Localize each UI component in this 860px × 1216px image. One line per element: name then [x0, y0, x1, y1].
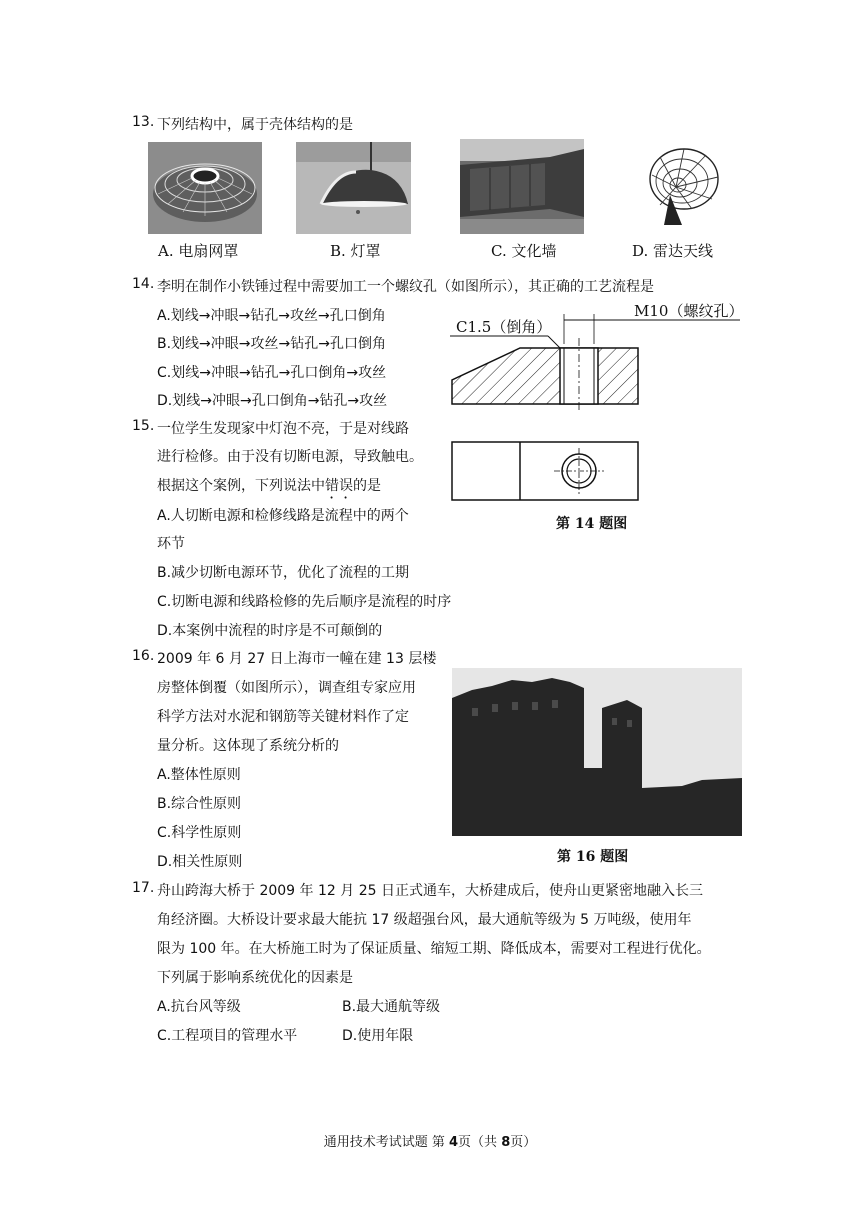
culture-wall-illustration: [460, 139, 584, 234]
q16-option-a: A.整体性原则: [157, 767, 241, 783]
q15-stem-line-3-pre: 根据这个案例，下列说法中: [157, 478, 325, 494]
q17-option-a: A.抗台风等级: [157, 999, 241, 1015]
q13-number: 13.: [132, 114, 155, 130]
q14-stem: 李明在制作小铁锤过程中需要加工一个螺纹孔（如图所示），其正确的工艺流程是: [157, 279, 654, 295]
q14-number: 14.: [132, 276, 155, 292]
q16-stem-line-4: 量分析。这体现了系统分析的: [157, 738, 339, 754]
q13-image-culture-wall: [460, 139, 584, 234]
lamp-shade-illustration: [296, 142, 411, 234]
q16-stem-line-2: 房整体倒覆（如图所示），调查组专家应用: [157, 680, 416, 696]
q14-option-a: A.划线→冲眼→钻孔→攻丝→孔口倒角: [157, 308, 386, 324]
q16-stem-line-3: 科学方法对水泥和钢筋等关键材料作了定: [157, 709, 409, 725]
q14-top-view: [452, 442, 638, 500]
footer-total-pages: 8: [501, 1135, 511, 1150]
q15-stem-line-1: 一位学生发现家中灯泡不亮，于是对线路: [157, 421, 409, 437]
q16-option-b: B.综合性原则: [157, 796, 242, 812]
q13-option-b: B. 灯罩: [330, 242, 381, 260]
q17-option-d: D.使用年限: [342, 1028, 414, 1044]
q14-option-d: D.划线→冲眼→孔口倒角→钻孔→攻丝: [157, 393, 388, 409]
q15-stem-line-2: 进行检修。由于没有切断电源，导致触电。: [157, 449, 423, 465]
q13-image-lamp-shade: [296, 142, 411, 234]
q14-thread-label: M10（螺纹孔）: [634, 302, 744, 320]
q16-option-d: D.相关性原则: [157, 854, 243, 870]
q14-figure-caption: 第 14 题图: [556, 516, 628, 532]
q17-stem-line-1: 舟山跨海大桥于 2009 年 12 月 25 日正式通车，大桥建成后，使舟山更紧密地融入长三: [157, 883, 703, 899]
q15-option-c: C.切断电源和线路检修的先后顺序是流程的时序: [157, 594, 452, 610]
q14-chamfer-label: C1.5（倒角）: [456, 318, 552, 336]
q16-stem-line-1: 2009 年 6 月 27 日上海市一幢在建 13 层楼: [157, 651, 437, 667]
q13-option-c: C. 文化墙: [491, 242, 557, 260]
q17-stem-line-4: 下列属于影响系统优化的因素是: [157, 970, 353, 986]
q15-number: 15.: [132, 418, 155, 434]
q15-stem-line-3-post: 的是: [353, 478, 381, 494]
footer-page-number: 4: [449, 1135, 459, 1150]
q17-number: 17.: [132, 880, 155, 896]
q15-option-a-line-2: 环节: [157, 536, 185, 552]
q16-number: 16.: [132, 648, 155, 664]
q16-photo-collapsed-building: [452, 668, 742, 836]
footer-end: 页）: [510, 1135, 537, 1150]
q14-option-b: B.划线→冲眼→攻丝→钻孔→孔口倒角: [157, 336, 386, 352]
footer-mid: 页（共: [458, 1135, 502, 1150]
q16-figure-caption: 第 16 题图: [557, 849, 629, 865]
q13-option-a: A. 电扇网罩: [158, 242, 239, 260]
radar-antenna-illustration: [620, 145, 726, 233]
fan-cover-illustration: [148, 142, 262, 234]
q15-option-b: B.减少切断电源环节，优化了流程的工期: [157, 565, 410, 581]
q13-image-radar-antenna: [620, 145, 726, 233]
footer-title: 通用技术考试试题 第: [323, 1135, 449, 1150]
q17-option-b: B.最大通航等级: [342, 999, 441, 1015]
q15-option-d: D.本案例中流程的时序是不可颠倒的: [157, 623, 383, 639]
q17-stem-line-3: 限为 100 年。在大桥施工时为了保证质量、缩短工期、降低成本，需要对工程进行优化。: [157, 941, 711, 957]
q15-emphasis-word: 错误: [325, 478, 353, 494]
q14-option-c: C.划线→冲眼→钻孔→孔口倒角→攻丝: [157, 365, 387, 381]
q13-option-d: D. 雷达天线: [632, 242, 714, 260]
q15-stem-line-3: [157, 475, 381, 502]
q15-option-a-line-1: A.人切断电源和检修线路是流程中的两个: [157, 508, 409, 524]
q16-option-c: C.科学性原则: [157, 825, 242, 841]
collapsed-building-illustration: [452, 668, 742, 836]
page-footer: [0, 1131, 860, 1150]
q13-stem: 下列结构中，属于壳体结构的是: [157, 117, 353, 133]
q17-option-c: C.工程项目的管理水平: [157, 1028, 298, 1044]
q17-stem-line-2: 角经济圈。大桥设计要求最大能抗 17 级超强台风，最大通航等级为 5 万吨级，使用年: [157, 912, 692, 928]
q13-image-fan-cover: [148, 142, 262, 234]
